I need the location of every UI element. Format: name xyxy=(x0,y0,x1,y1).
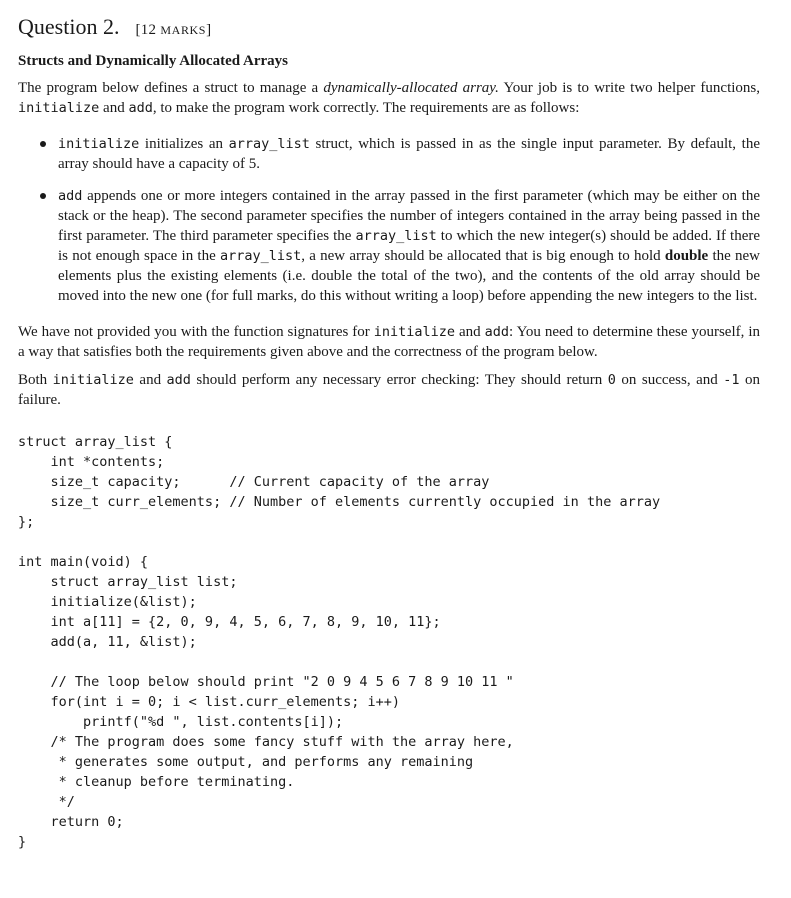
code-line: size_t capacity; // Current capacity of the array xyxy=(18,474,490,490)
code-line: int a[11] = {2, 0, 9, 4, 5, 6, 7, 8, 9, 10, 11}; xyxy=(18,614,441,630)
bullet-icon xyxy=(40,193,46,199)
requirements-list xyxy=(18,134,760,306)
code-line: // The loop below should print "2 0 9 4 5 6 7 8 9 10 11 " xyxy=(18,674,514,690)
code-line: */ xyxy=(18,794,75,810)
code-line: add(a, 11, &list); xyxy=(18,634,197,650)
code-line: struct array_list list; xyxy=(18,574,238,590)
code-line: } xyxy=(18,834,27,850)
code-line: for(int i = 0; i < list.curr_elements; i++) xyxy=(18,694,401,710)
question-header xyxy=(18,14,760,40)
question-title: Question 2. xyxy=(18,14,120,39)
code-listing xyxy=(18,432,760,852)
code-line: * generates some output, and performs any remaining xyxy=(18,754,474,770)
code-line: initialize(&list); xyxy=(18,594,197,610)
bullet-icon xyxy=(40,141,46,147)
error-checking-paragraph: Both initialize and add should perform any necessary error checking: They should return 0 on success, and -1 on failure. xyxy=(18,372,760,408)
question-marks: [12 MARKS] xyxy=(135,22,212,38)
signatures-paragraph: We have not provided you with the function signatures for initialize and add: You need to determine these yourself, in a way that satisfies both the requirements given above and the correctness of the program below. xyxy=(18,324,760,360)
code-line: int main(void) { xyxy=(18,554,149,570)
code-line: * cleanup before terminating. xyxy=(18,774,295,790)
section-subtitle: Structs and Dynamically Allocated Arrays xyxy=(18,53,288,69)
code-line: return 0; xyxy=(18,814,124,830)
code-line: printf("%d ", list.contents[i]); xyxy=(18,714,344,730)
code-line: }; xyxy=(18,514,35,530)
requirement-add: add appends one or more integers contained in the array passed in the first parameter (which may be either on the stack or the heap). The second parameter specifies the number of integers contained in the array being passed in the first parameter. The third parameter specifies the array_list to which the new integer(s) should be added. If there is not enough space in the array_list, a new array should be allocated that is big enough to hold double the new elements plus the existing elements (i.e. double the total of the two), and the contents of the old array should be moved into the new one (for full marks, do this without writing a loop) before appending the new integers to the list. xyxy=(18,186,760,306)
code-line: size_t curr_elements; // Number of elements currently occupied in the array xyxy=(18,494,661,510)
code-line: int *contents; xyxy=(18,454,165,470)
exam-page xyxy=(18,14,760,852)
code-line: struct array_list { xyxy=(18,434,173,450)
intro-paragraph: The program below defines a struct to manage a dynamically-allocated array. Your job is to write two helper functions, initialize and add, to make the program work correctly. The requirements are as follows: xyxy=(18,80,760,116)
code-line: /* The program does some fancy stuff with the array here, xyxy=(18,734,514,750)
requirement-initialize: initialize initializes an array_list struct, which is passed in as the single input parameter. By default, the array should have a capacity of 5. xyxy=(18,134,760,174)
